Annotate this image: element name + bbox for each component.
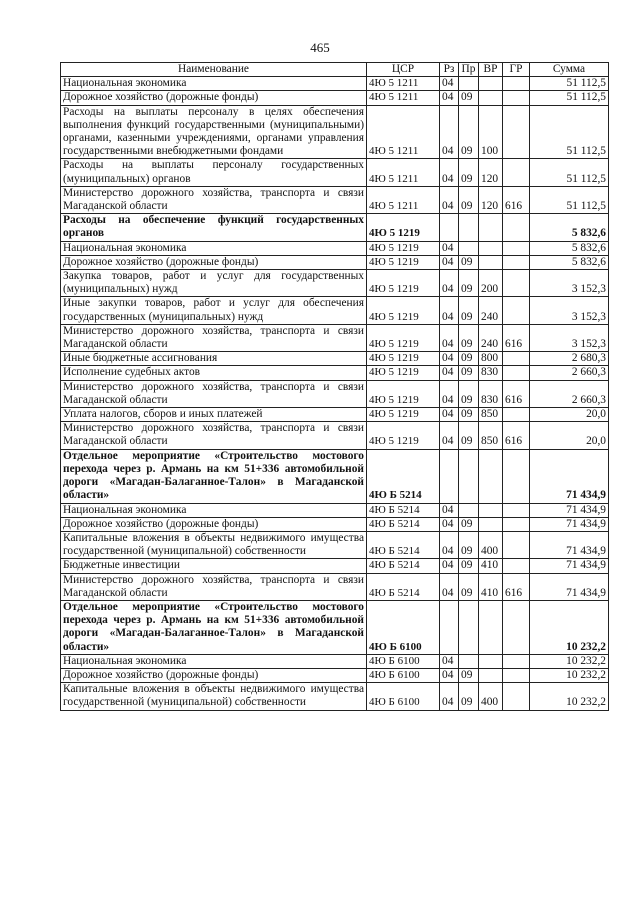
row-pr: [459, 449, 479, 503]
row-gr: [503, 255, 530, 269]
row-rz: [440, 600, 459, 654]
row-name: Министерство дорожного хозяйства, транспорта и связи Магаданской области: [61, 186, 367, 213]
row-name: Дорожное хозяйство (дорожные фонды): [61, 91, 367, 105]
row-name: Дорожное хозяйство (дорожные фонды): [61, 668, 367, 682]
row-rz: 04: [440, 573, 459, 600]
table-row: [61, 77, 609, 91]
row-gr: [503, 683, 530, 710]
row-vr: [479, 517, 503, 531]
row-pr: 09: [459, 380, 479, 407]
row-gr: [503, 159, 530, 186]
row-vr: 850: [479, 408, 503, 422]
table-row: [61, 503, 609, 517]
row-gr: [503, 352, 530, 366]
row-rz: 04: [440, 517, 459, 531]
row-sum: 71 434,9: [530, 559, 609, 573]
table-row: [61, 105, 609, 159]
row-gr: [503, 408, 530, 422]
row-rz: 04: [440, 324, 459, 351]
row-rz: 04: [440, 241, 459, 255]
row-sum: 5 832,6: [530, 214, 609, 241]
budget-table: [60, 62, 609, 711]
row-pr: [459, 241, 479, 255]
row-name: Министерство дорожного хозяйства, транспорта и связи Магаданской области: [61, 380, 367, 407]
row-rz: 04: [440, 559, 459, 573]
row-sum: 71 434,9: [530, 503, 609, 517]
row-name: Бюджетные инвестиции: [61, 559, 367, 573]
row-sum: 2 680,3: [530, 352, 609, 366]
row-rz: 04: [440, 297, 459, 324]
row-rz: 04: [440, 683, 459, 710]
row-name: Национальная экономика: [61, 241, 367, 255]
row-csr: 4Ю 5 1211: [367, 91, 440, 105]
row-name: Дорожное хозяйство (дорожные фонды): [61, 517, 367, 531]
row-gr: [503, 105, 530, 159]
row-gr: [503, 297, 530, 324]
row-gr: [503, 503, 530, 517]
row-csr: 4Ю 5 1219: [367, 352, 440, 366]
table-row: [61, 408, 609, 422]
row-name: Министерство дорожного хозяйства, транспорта и связи Магаданской области: [61, 422, 367, 449]
table-row: [61, 600, 609, 654]
row-name: Капитальные вложения в объекты недвижимого имущества государственной (муниципальной) собственности: [61, 531, 367, 558]
row-vr: [479, 600, 503, 654]
row-name: Расходы на выплаты персоналу в целях обеспечения выполнения функций государственными (муниципальными) органами, казенными учреждениями, органами управления государственными внебюджетными фондами: [61, 105, 367, 159]
row-name: Министерство дорожного хозяйства, транспорта и связи Магаданской области: [61, 573, 367, 600]
row-gr: [503, 270, 530, 297]
row-pr: [459, 214, 479, 241]
row-gr: [503, 241, 530, 255]
row-csr: 4Ю Б 5214: [367, 517, 440, 531]
row-name: Уплата налогов, сборов и иных платежей: [61, 408, 367, 422]
table-row: [61, 573, 609, 600]
header-sum: Сумма: [530, 63, 609, 77]
row-sum: 10 232,2: [530, 600, 609, 654]
row-vr: [479, 503, 503, 517]
row-rz: [440, 449, 459, 503]
row-pr: 09: [459, 559, 479, 573]
table-row: [61, 186, 609, 213]
row-pr: 09: [459, 324, 479, 351]
row-gr: 616: [503, 573, 530, 600]
row-gr: 616: [503, 186, 530, 213]
row-vr: [479, 654, 503, 668]
row-vr: [479, 214, 503, 241]
row-pr: [459, 600, 479, 654]
row-gr: [503, 449, 530, 503]
row-csr: 4Ю Б 5214: [367, 449, 440, 503]
row-sum: 20,0: [530, 408, 609, 422]
row-sum: 5 832,6: [530, 241, 609, 255]
row-csr: 4Ю 5 1219: [367, 380, 440, 407]
row-gr: [503, 366, 530, 380]
table-row: [61, 241, 609, 255]
row-sum: 51 112,5: [530, 91, 609, 105]
row-rz: 04: [440, 186, 459, 213]
row-csr: 4Ю 5 1219: [367, 422, 440, 449]
row-rz: 04: [440, 503, 459, 517]
row-vr: [479, 668, 503, 682]
row-rz: 04: [440, 422, 459, 449]
row-vr: 200: [479, 270, 503, 297]
row-csr: 4Ю 5 1219: [367, 366, 440, 380]
row-csr: 4Ю 5 1219: [367, 270, 440, 297]
row-gr: 616: [503, 380, 530, 407]
table-row: [61, 422, 609, 449]
table-row: [61, 517, 609, 531]
row-pr: 09: [459, 352, 479, 366]
row-pr: 09: [459, 91, 479, 105]
row-csr: 4Ю 5 1211: [367, 159, 440, 186]
row-gr: 616: [503, 422, 530, 449]
row-name: Отдельное мероприятие «Строительство мостового перехода через р. Армань на км 51+336 автомобильной дороги «Магадан-Балаганное-Талон» в Магаданской области»: [61, 449, 367, 503]
row-rz: 04: [440, 255, 459, 269]
header-rz: Рз: [440, 63, 459, 77]
row-name: Министерство дорожного хозяйства, транспорта и связи Магаданской области: [61, 324, 367, 351]
row-pr: 09: [459, 159, 479, 186]
row-pr: 09: [459, 531, 479, 558]
row-csr: 4Ю 5 1219: [367, 214, 440, 241]
row-vr: 850: [479, 422, 503, 449]
row-vr: [479, 91, 503, 105]
table-row: [61, 683, 609, 710]
row-vr: 400: [479, 531, 503, 558]
row-csr: 4Ю Б 6100: [367, 668, 440, 682]
row-sum: 51 112,5: [530, 105, 609, 159]
table-row: [61, 668, 609, 682]
row-vr: [479, 449, 503, 503]
row-pr: [459, 654, 479, 668]
table-row: [61, 449, 609, 503]
row-csr: 4Ю 5 1211: [367, 77, 440, 91]
row-name: Национальная экономика: [61, 503, 367, 517]
row-name: Национальная экономика: [61, 77, 367, 91]
row-csr: 4Ю Б 5214: [367, 559, 440, 573]
row-csr: 4Ю Б 5214: [367, 531, 440, 558]
row-pr: 09: [459, 408, 479, 422]
row-sum: 71 434,9: [530, 517, 609, 531]
row-sum: 71 434,9: [530, 573, 609, 600]
header-pr: Пр: [459, 63, 479, 77]
row-rz: 04: [440, 654, 459, 668]
row-csr: 4Ю Б 6100: [367, 600, 440, 654]
row-sum: 20,0: [530, 422, 609, 449]
row-csr: 4Ю 5 1211: [367, 105, 440, 159]
row-name: Расходы на выплаты персоналу государственных (муниципальных) органов: [61, 159, 367, 186]
row-vr: [479, 241, 503, 255]
row-csr: 4Ю Б 5214: [367, 503, 440, 517]
row-rz: 04: [440, 352, 459, 366]
row-gr: [503, 559, 530, 573]
row-name: Дорожное хозяйство (дорожные фонды): [61, 255, 367, 269]
row-csr: 4Ю 5 1219: [367, 297, 440, 324]
row-name: Исполнение судебных актов: [61, 366, 367, 380]
row-pr: 09: [459, 105, 479, 159]
table-row: [61, 324, 609, 351]
row-sum: 3 152,3: [530, 297, 609, 324]
row-rz: 04: [440, 105, 459, 159]
row-pr: 09: [459, 517, 479, 531]
row-sum: 71 434,9: [530, 531, 609, 558]
row-csr: 4Ю 5 1219: [367, 324, 440, 351]
row-csr: 4Ю Б 6100: [367, 683, 440, 710]
table-row: [61, 297, 609, 324]
row-vr: 400: [479, 683, 503, 710]
row-rz: 04: [440, 159, 459, 186]
row-gr: [503, 91, 530, 105]
row-name: Иные бюджетные ассигнования: [61, 352, 367, 366]
table-row: [61, 214, 609, 241]
row-vr: 410: [479, 573, 503, 600]
row-vr: 100: [479, 105, 503, 159]
row-rz: 04: [440, 366, 459, 380]
row-vr: [479, 77, 503, 91]
row-rz: [440, 214, 459, 241]
row-csr: 4Ю Б 6100: [367, 654, 440, 668]
row-pr: 09: [459, 668, 479, 682]
row-gr: [503, 517, 530, 531]
row-pr: 09: [459, 573, 479, 600]
table-row: [61, 366, 609, 380]
row-csr: 4Ю 5 1211: [367, 186, 440, 213]
row-sum: 71 434,9: [530, 449, 609, 503]
row-vr: 240: [479, 297, 503, 324]
table-row: [61, 255, 609, 269]
row-vr: [479, 255, 503, 269]
row-sum: 51 112,5: [530, 77, 609, 91]
row-pr: [459, 77, 479, 91]
row-rz: 04: [440, 91, 459, 105]
row-sum: 5 832,6: [530, 255, 609, 269]
row-csr: 4Ю Б 5214: [367, 573, 440, 600]
row-rz: 04: [440, 668, 459, 682]
header-vr: ВР: [479, 63, 503, 77]
table-row: [61, 91, 609, 105]
row-sum: 10 232,2: [530, 654, 609, 668]
row-vr: 240: [479, 324, 503, 351]
row-gr: [503, 531, 530, 558]
page-number: 465: [310, 40, 330, 55]
row-vr: 800: [479, 352, 503, 366]
table-header-row: [61, 63, 609, 77]
row-name: Закупка товаров, работ и услуг для государственных (муниципальных) нужд: [61, 270, 367, 297]
row-vr: 830: [479, 366, 503, 380]
row-pr: 09: [459, 683, 479, 710]
row-gr: [503, 77, 530, 91]
row-name: Национальная экономика: [61, 654, 367, 668]
row-rz: 04: [440, 77, 459, 91]
row-sum: 10 232,2: [530, 683, 609, 710]
row-csr: 4Ю 5 1219: [367, 255, 440, 269]
header-gr: ГР: [503, 63, 530, 77]
row-vr: 120: [479, 159, 503, 186]
row-sum: 10 232,2: [530, 668, 609, 682]
row-sum: 2 660,3: [530, 366, 609, 380]
row-csr: 4Ю 5 1219: [367, 241, 440, 255]
row-name: Капитальные вложения в объекты недвижимого имущества государственной (муниципальной) собственности: [61, 683, 367, 710]
table-row: [61, 559, 609, 573]
row-gr: [503, 600, 530, 654]
row-pr: [459, 503, 479, 517]
table-row: [61, 380, 609, 407]
row-gr: [503, 668, 530, 682]
row-sum: 2 660,3: [530, 380, 609, 407]
table-row: [61, 531, 609, 558]
row-pr: 09: [459, 366, 479, 380]
row-name: Иные закупки товаров, работ и услуг для обеспечения государственных (муниципальных) нужд: [61, 297, 367, 324]
row-vr: 830: [479, 380, 503, 407]
row-vr: 410: [479, 559, 503, 573]
row-csr: 4Ю 5 1219: [367, 408, 440, 422]
row-sum: 3 152,3: [530, 324, 609, 351]
row-rz: 04: [440, 408, 459, 422]
row-gr: [503, 214, 530, 241]
row-pr: 09: [459, 422, 479, 449]
header-name: Наименование: [61, 63, 367, 77]
row-sum: 3 152,3: [530, 270, 609, 297]
table-row: [61, 270, 609, 297]
row-rz: 04: [440, 531, 459, 558]
row-gr: [503, 654, 530, 668]
row-pr: 09: [459, 186, 479, 213]
row-vr: 120: [479, 186, 503, 213]
row-rz: 04: [440, 270, 459, 297]
table-row: [61, 159, 609, 186]
table-row: [61, 654, 609, 668]
header-csr: ЦСР: [367, 63, 440, 77]
row-name: Расходы на обеспечение функций государственных органов: [61, 214, 367, 241]
row-name: Отдельное мероприятие «Строительство мостового перехода через р. Армань на км 51+336 автомобильной дороги «Магадан-Балаганное-Талон» в Магаданской области»: [61, 600, 367, 654]
row-pr: 09: [459, 270, 479, 297]
row-pr: 09: [459, 255, 479, 269]
row-sum: 51 112,5: [530, 186, 609, 213]
table-row: [61, 352, 609, 366]
row-sum: 51 112,5: [530, 159, 609, 186]
row-gr: 616: [503, 324, 530, 351]
row-pr: 09: [459, 297, 479, 324]
row-rz: 04: [440, 380, 459, 407]
